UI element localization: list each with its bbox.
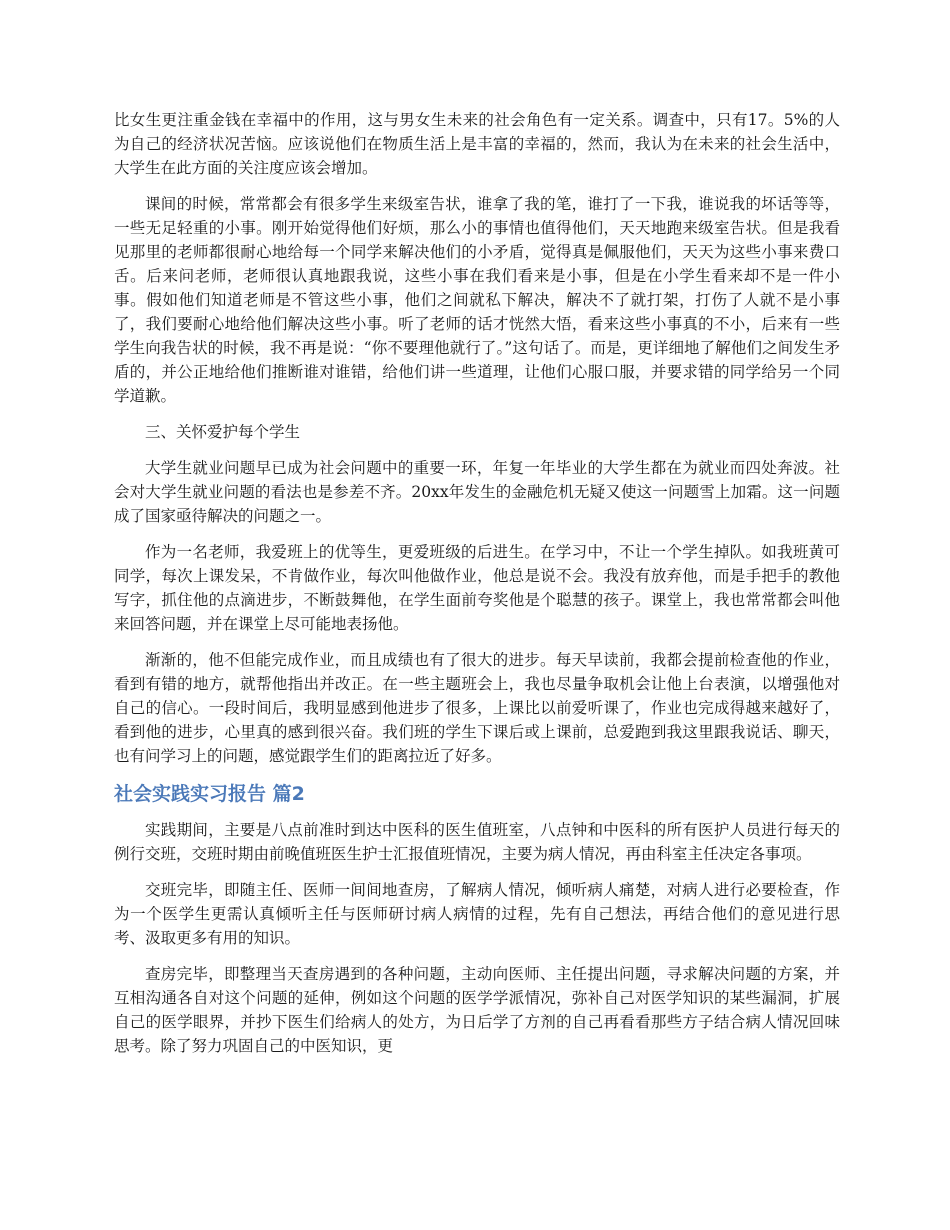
section-title: 社会实践实习报告 篇2 bbox=[114, 783, 305, 805]
paragraph: 课间的时候，常常都会有很多学生来级室告状，谁拿了我的笔，谁打了一下我，谁说我的坏话等等，一些无足轻重的小事。刚开始觉得他们好烦，那么小的事情也值得他们，天天地跑来级室告状。但是我看见那里的老师都很耐心地给每一个同学来解决他们的小矛盾，觉得真是佩服他们，天天为这些小事来费口舌。后来问老师，老师很认真地跟我说，这些小事在我们看来是小事，但是在小学生看来却不是一件小事。假如他们知道老师是不管这些小事，他们之间就私下解决，解决不了就打架，打伤了人就不是小事了，我们要耐心地给他们解决这些小事。听了老师的话才恍然大悟，看来这些小事真的不小，后来有一些学生向我告状的时候，我不再是说：“你不要理他就行了。”这句话了。而是，更详细地了解他们之间发生矛盾的，并公正地给他们推断谁对谁错，给他们讲一些道理，让他们心服口服，并要求错的同学给另一个同学道歉。 bbox=[114, 195, 840, 405]
paragraph: 交班完毕，即随主任、医师一间间地查房，了解病人情况，倾听病人痛楚，对病人进行必要检查，作为一个医学生更需认真倾听主任与医师研讨病人病情的过程，先有自己想法，再结合他们的意见进行思考、汲取更多有用的知识。 bbox=[114, 881, 840, 947]
paragraph: 作为一名老师，我爱班上的优等生，更爱班级的后进生。在学习中，不让一个学生掉队。如我班黄可同学，每次上课发呆，不肯做作业，每次叫他做作业，他总是说不会。我没有放弃他，而是手把手的教他写字，抓住他的点滴进步，不断鼓舞他，在学生面前夸奖他是个聪慧的孩子。课堂上，我也常常都会叫他来回答问题，并在课堂上尽可能地表扬他。 bbox=[114, 543, 840, 633]
paragraph: 实践期间，主要是八点前准时到达中医科的医生值班室，八点钟和中医科的所有医护人员进行每天的例行交班，交班时期由前晚值班医生护士汇报值班情况，主要为病人情况，再由科室主任决定各事项。 bbox=[114, 821, 840, 863]
paragraph: 渐渐的，他不但能完成作业，而且成绩也有了很大的进步。每天早读前，我都会提前检查他的作业，看到有错的地方，就帮他指出并改正。在一些主题班会上，我也尽量争取机会让他上台表演，以增强他对自己的信心。一段时间后，我明显感到他进步了很多，上课比以前爱听课了，作业也完成得越来越好了，看到他的进步，心里真的感到很兴奋。我们班的学生下课后或上课前，总爱跑到我这里跟我说话、聊天，也有问学习上的问题，感觉跟学生们的距离拉近了好多。 bbox=[114, 651, 840, 765]
paragraph: 查房完毕，即整理当天查房遇到的各种问题，主动向医师、主任提出问题，寻求解决问题的方案，并互相沟通各自对这个问题的延伸，例如这个问题的医学学派情况，弥补自己对医学知识的某些漏洞，扩展自己的医学眼界，并抄下医生们给病人的处方，为日后学了方剂的自己再看看那些方子结合病人情况回味思考。除了努力巩固自己的中医知识，更 bbox=[114, 965, 840, 1055]
document-page bbox=[114, 108, 840, 1070]
paragraph: 比女生更注重金钱在幸福中的作用，这与男女生未来的社会角色有一定关系。调查中，只有17。5%的人为自己的经济状况苦恼。应该说他们在物质生活上是丰富的幸福的，然而，我认为在未来的社会生活中，大学生在此方面的关注度应该会增加。 bbox=[114, 111, 840, 177]
subheading: 三、关怀爱护每个学生 bbox=[145, 423, 301, 441]
paragraph: 大学生就业问题早已成为社会问题中的重要一环，年复一年毕业的大学生都在为就业而四处奔波。社会对大学生就业问题的看法也是参差不齐。20xx年发生的金融危机无疑又使这一问题雪上加霜。这一问题成了国家亟待解决的问题之一。 bbox=[114, 459, 840, 525]
